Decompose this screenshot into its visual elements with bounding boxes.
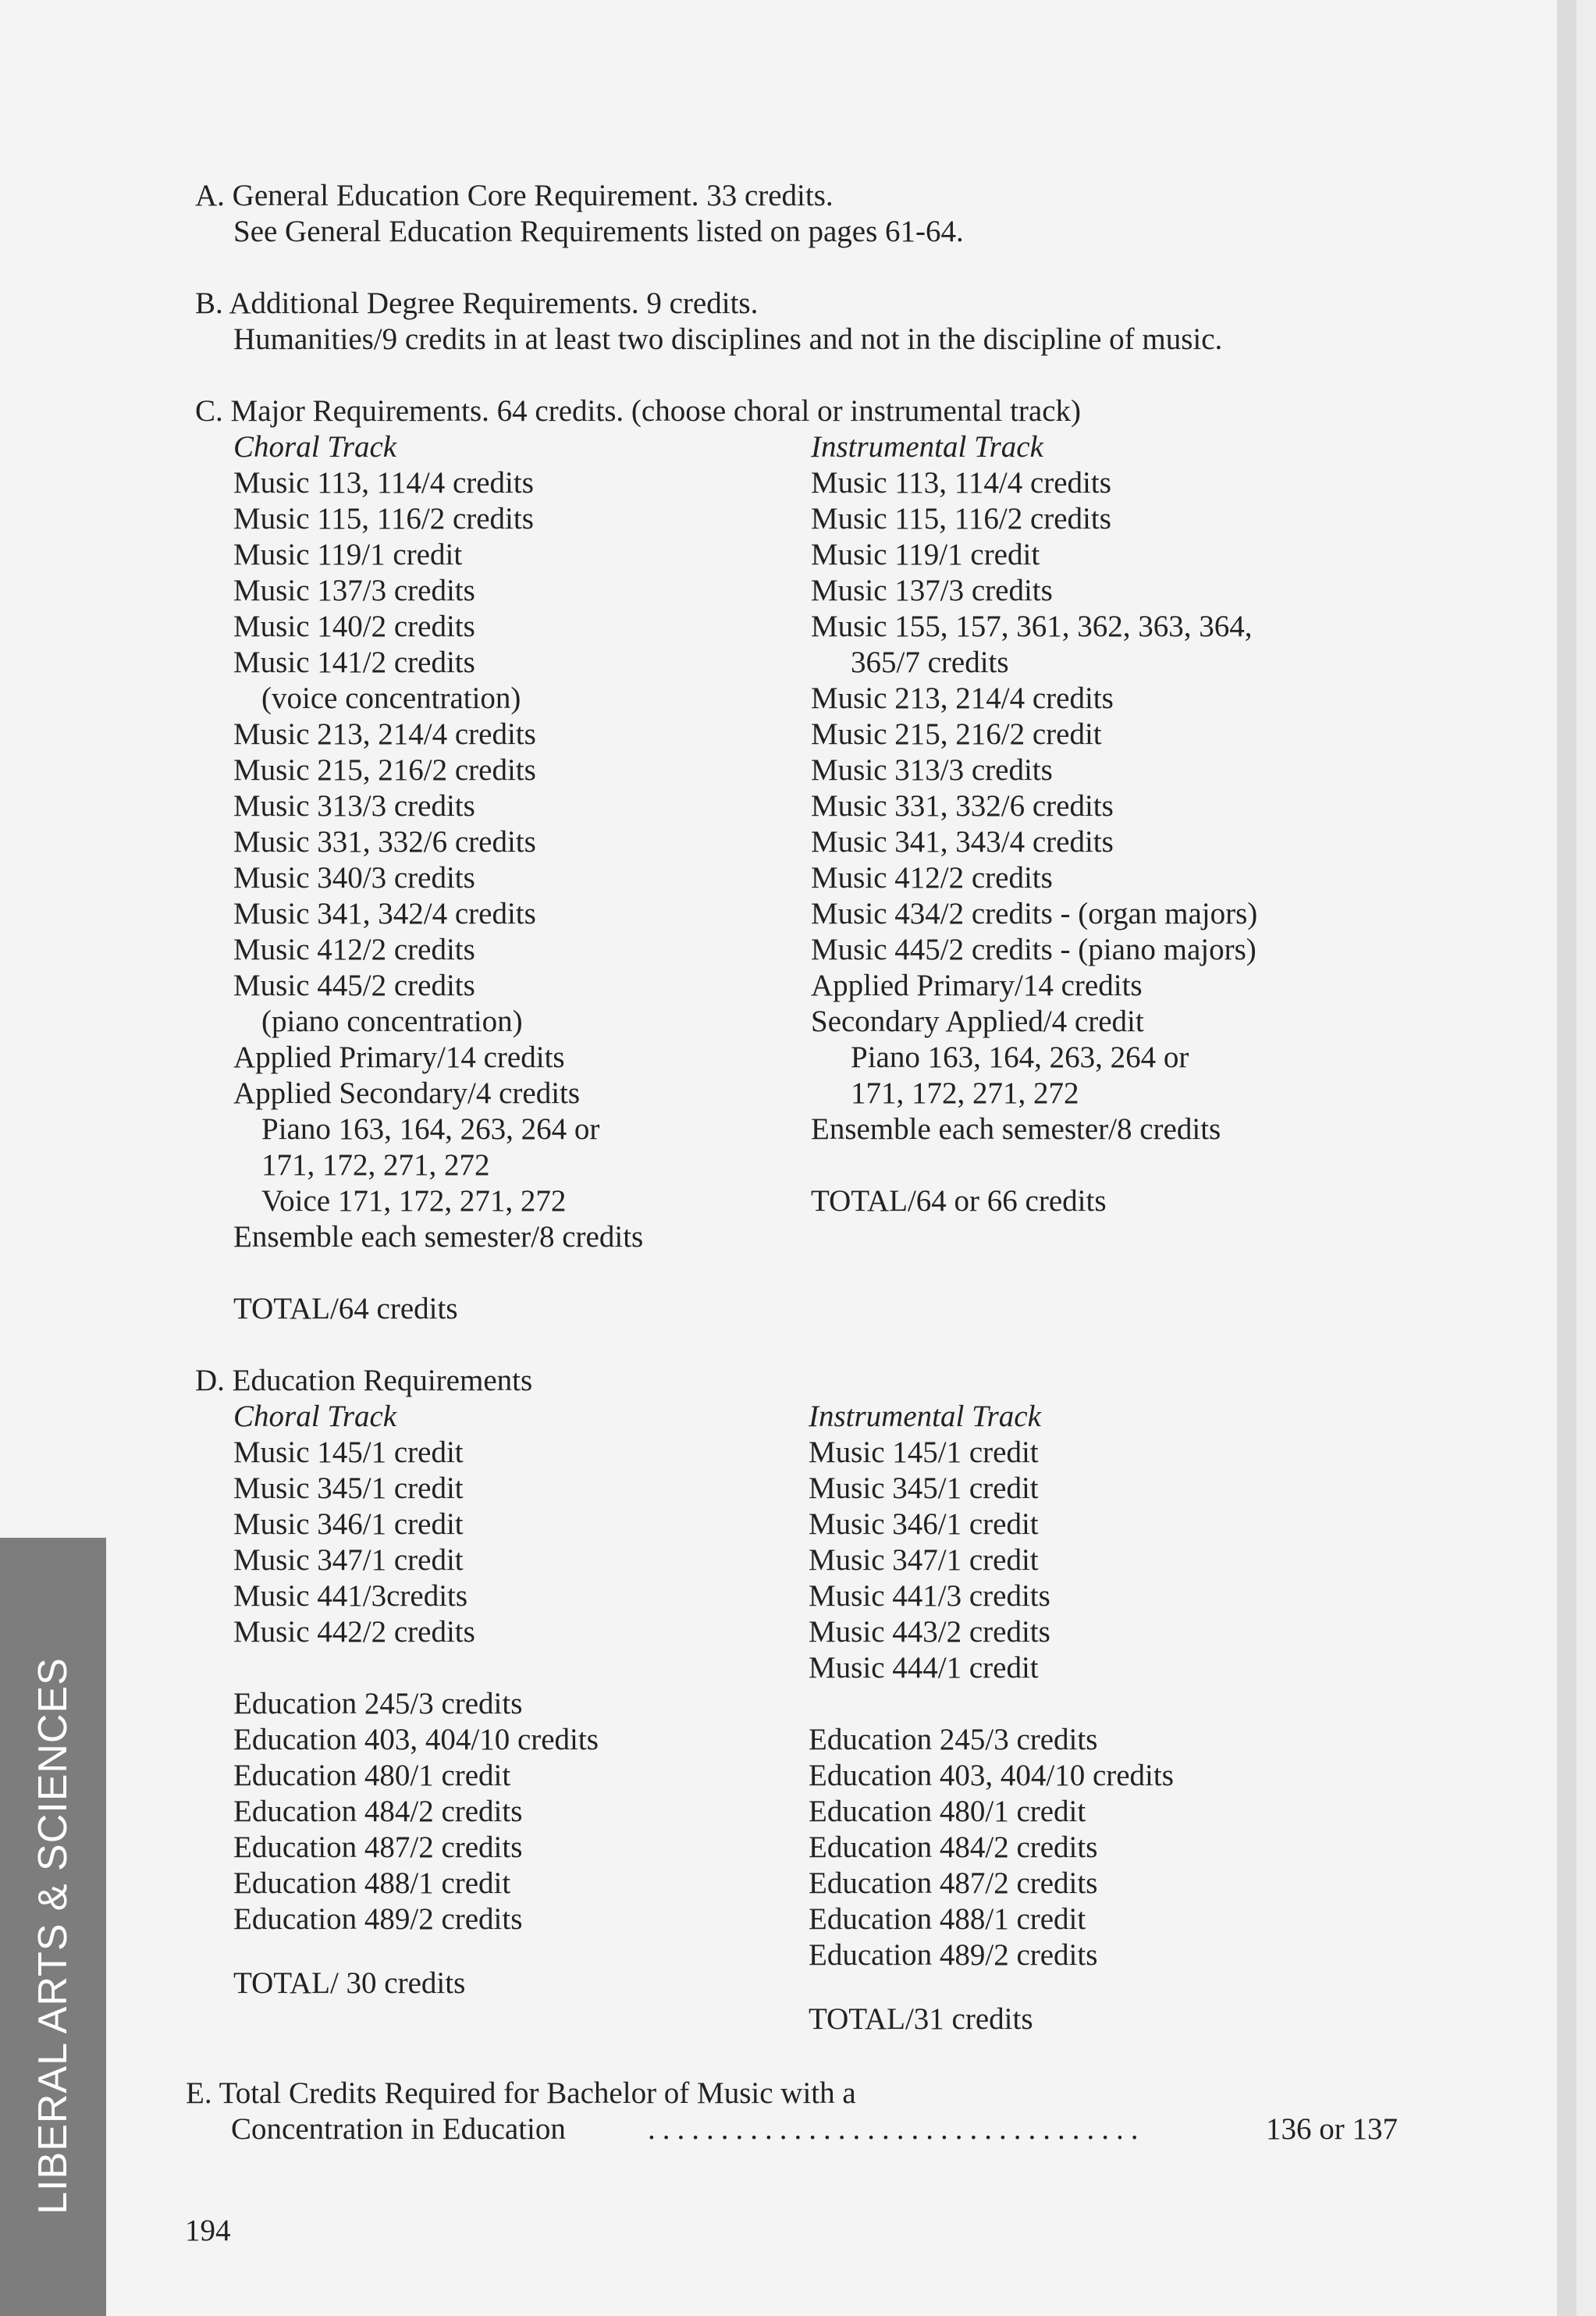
list-item: Music 115, 116/2 credits [233, 502, 534, 535]
section-c-heading: C. Major Requirements. 64 credits. (choose choral or instrumental track) [195, 394, 1081, 428]
section-e-line-1: E. Total Credits Required for Bachelor of Music with a [186, 2076, 856, 2110]
section-c-instrumental-total: TOTAL/64 or 66 credits [811, 1184, 1107, 1218]
list-item: Applied Primary/14 credits [811, 969, 1143, 1002]
section-e-total-value: 136 or 137 [1266, 2112, 1398, 2146]
list-item: Music 441/3credits [233, 1579, 468, 1613]
list-item: Music 215, 216/2 credits [233, 753, 536, 787]
list-item: Music 113, 114/4 credits [811, 466, 1111, 500]
list-item: Music 444/1 credit [809, 1651, 1039, 1685]
list-item: Music 346/1 credit [809, 1507, 1039, 1541]
list-item: Music 115, 116/2 credits [811, 502, 1111, 535]
list-item: Music 434/2 credits - (organ majors) [811, 897, 1258, 930]
list-item: Music 313/3 credits [233, 789, 475, 823]
section-d-choral-title: Choral Track [233, 1400, 397, 1433]
list-item: Music 145/1 credit [233, 1435, 464, 1469]
page-edge-shadow [1557, 0, 1576, 2316]
list-item: Music 412/2 credits [233, 933, 475, 966]
list-item: (voice concentration) [261, 681, 521, 715]
list-item: Music 145/1 credit [809, 1435, 1039, 1469]
list-item: (piano concentration) [261, 1005, 523, 1038]
list-item: 365/7 credits [851, 646, 1009, 679]
section-d-instrumental-total: TOTAL/31 credits [809, 2002, 1033, 2036]
list-item: Education 480/1 credit [809, 1795, 1086, 1828]
list-item: Secondary Applied/4 credit [811, 1005, 1144, 1038]
list-item: Music 347/1 credit [809, 1543, 1039, 1577]
list-item: Education 489/2 credits [809, 1938, 1098, 1972]
list-item: Education 488/1 credit [233, 1866, 511, 1900]
list-item: Music 345/1 credit [233, 1471, 464, 1505]
list-item: Education 245/3 credits [233, 1687, 523, 1720]
section-c-instrumental-title: Instrumental Track [811, 430, 1043, 464]
list-item: Education 487/2 credits [809, 1866, 1098, 1900]
list-item: Education 403, 404/10 credits [233, 1723, 599, 1756]
list-item: Education 403, 404/10 credits [809, 1759, 1174, 1792]
list-item: Applied Primary/14 credits [233, 1041, 565, 1074]
page-number: 194 [185, 2214, 231, 2247]
list-item: Education 484/2 credits [809, 1830, 1098, 1864]
list-item: Ensemble each semester/8 credits [811, 1112, 1221, 1146]
list-item: Ensemble each semester/8 credits [233, 1220, 644, 1254]
section-b-heading: B. Additional Degree Requirements. 9 credits. [195, 286, 759, 320]
section-c-choral-total: TOTAL/64 credits [233, 1292, 458, 1325]
list-item: Music 331, 332/6 credits [233, 825, 536, 859]
section-c-choral-title: Choral Track [233, 430, 397, 464]
list-item: Piano 163, 164, 263, 264 or [261, 1112, 600, 1146]
list-item: Music 313/3 credits [811, 753, 1053, 787]
list-item: Education 487/2 credits [233, 1830, 523, 1864]
section-a-note: See General Education Requirements listed on pages 61-64. [233, 215, 964, 248]
list-item: Music 119/1 credit [811, 538, 1040, 571]
list-item: Music 441/3 credits [809, 1579, 1050, 1613]
section-d-instrumental-title: Instrumental Track [809, 1400, 1041, 1433]
list-item: Music 412/2 credits [811, 861, 1053, 895]
section-d-heading: D. Education Requirements [195, 1364, 533, 1397]
list-item: 171, 172, 271, 272 [261, 1148, 490, 1182]
list-item: Music 215, 216/2 credit [811, 717, 1102, 751]
section-e-line-2: Concentration in Education [231, 2112, 566, 2146]
list-item: Music 213, 214/4 credits [233, 717, 536, 751]
list-item: Education 480/1 credit [233, 1759, 511, 1792]
section-a-heading: A. General Education Core Requirement. 33 credits. [195, 179, 834, 212]
list-item: Music 341, 342/4 credits [233, 897, 536, 930]
list-item: 171, 172, 271, 272 [851, 1076, 1079, 1110]
list-item: Education 245/3 credits [809, 1723, 1098, 1756]
list-item: Music 119/1 credit [233, 538, 463, 571]
list-item: Music 140/2 credits [233, 610, 475, 643]
list-item: Music 445/2 credits - (piano majors) [811, 933, 1257, 966]
section-b-note: Humanities/9 credits in at least two disciplines and not in the discipline of music. [233, 322, 1223, 356]
list-item: Music 442/2 credits [233, 1615, 475, 1649]
list-item: Music 113, 114/4 credits [233, 466, 534, 500]
section-e-dot-leader: .................................. [648, 2112, 1146, 2146]
list-item: Education 488/1 credit [809, 1902, 1086, 1936]
list-item: Music 137/3 credits [811, 574, 1053, 607]
list-item: Music 445/2 credits [233, 969, 475, 1002]
list-item: Music 213, 214/4 credits [811, 681, 1114, 715]
list-item: Music 443/2 credits [809, 1615, 1050, 1649]
list-item: Education 484/2 credits [233, 1795, 523, 1828]
list-item: Music 340/3 credits [233, 861, 475, 895]
section-d-choral-total: TOTAL/ 30 credits [233, 1966, 466, 2000]
list-item: Music 347/1 credit [233, 1543, 464, 1577]
list-item: Applied Secondary/4 credits [233, 1076, 581, 1110]
list-item: Music 346/1 credit [233, 1507, 464, 1541]
list-item: Music 137/3 credits [233, 574, 475, 607]
list-item: Music 155, 157, 361, 362, 363, 364, [811, 610, 1253, 643]
list-item: Music 341, 343/4 credits [811, 825, 1114, 859]
list-item: Piano 163, 164, 263, 264 or [851, 1041, 1189, 1074]
list-item: Music 141/2 credits [233, 646, 475, 679]
list-item: Music 331, 332/6 credits [811, 789, 1114, 823]
list-item: Voice 171, 172, 271, 272 [261, 1184, 567, 1218]
list-item: Education 489/2 credits [233, 1902, 523, 1936]
list-item: Music 345/1 credit [809, 1471, 1039, 1505]
sidebar-tab-label: LIBERAL ARTS & SCIENCES [30, 1657, 76, 2215]
